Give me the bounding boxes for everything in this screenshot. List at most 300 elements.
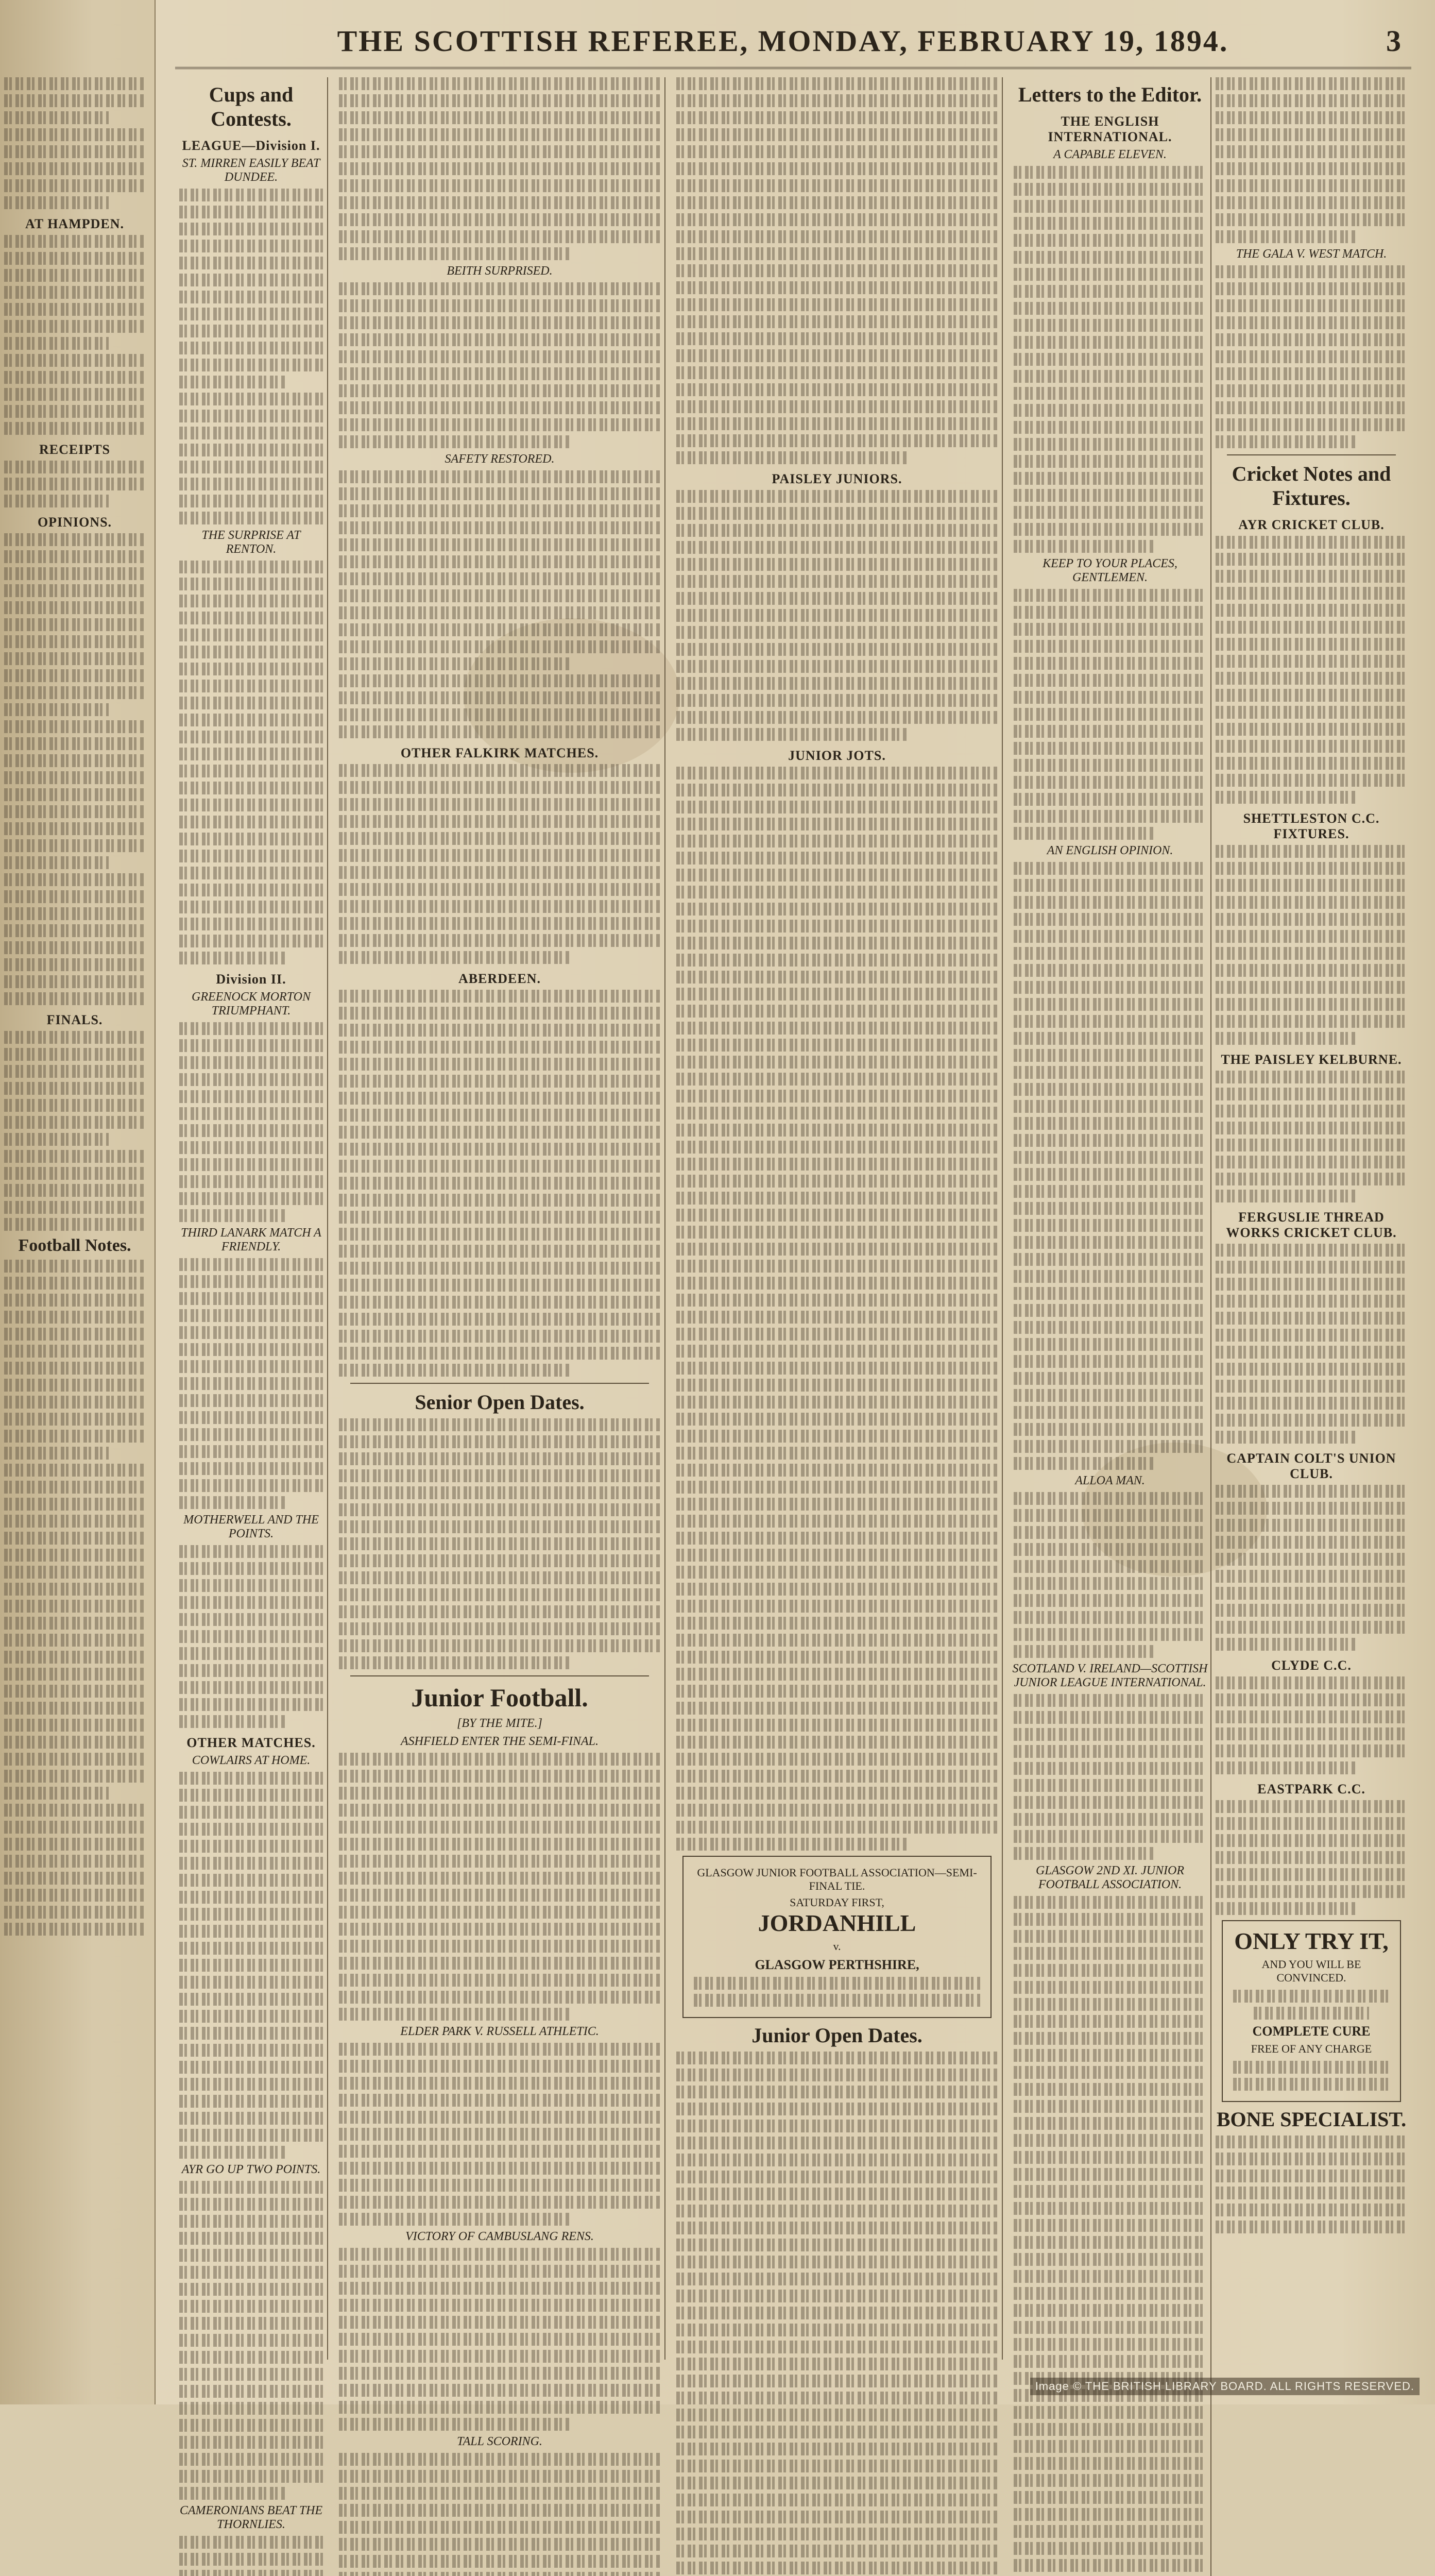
text-line	[339, 691, 660, 704]
text-line	[1014, 2338, 1206, 2351]
text-line	[339, 1143, 660, 1156]
text-line	[4, 337, 109, 350]
text-line	[1216, 930, 1407, 943]
text-line	[1216, 1244, 1407, 1257]
text-line	[1216, 2153, 1407, 2165]
subheading: KEEP TO YOUR PLACES, GENTLEMEN.	[1043, 557, 1177, 584]
text-line	[4, 461, 145, 473]
text-line	[1014, 981, 1206, 994]
text-line	[1014, 2015, 1206, 2028]
text-line	[339, 606, 660, 619]
text-line	[4, 1685, 145, 1698]
text-line	[1014, 1509, 1206, 1522]
text-line	[179, 478, 323, 490]
text-line	[4, 1150, 145, 1163]
text-line	[1216, 1902, 1356, 1915]
advert-note: FREE OF ANY CHARGE	[1251, 2042, 1372, 2055]
text-line	[339, 2555, 660, 2568]
text-line	[1216, 145, 1407, 158]
text-line	[1014, 657, 1206, 670]
subheading: VICTORY OF CAMBUSLANG RENS.	[405, 2230, 594, 2243]
text-line	[339, 1906, 660, 1919]
text-line	[1233, 2078, 1390, 2091]
text-line	[1216, 862, 1407, 875]
text-line	[676, 1498, 998, 1511]
text-line	[1216, 265, 1407, 278]
text-line	[1216, 162, 1407, 175]
byline: [BY THE MITE.]	[456, 1717, 543, 1730]
text-line	[4, 1345, 145, 1358]
text-line	[1216, 1553, 1407, 1566]
text-line	[179, 2536, 323, 2549]
text-line	[4, 1906, 145, 1919]
text-line	[179, 578, 323, 590]
text-line	[4, 839, 145, 852]
text-line	[1014, 404, 1206, 417]
text-line	[179, 714, 323, 726]
text-line	[1014, 2253, 1206, 2266]
text-line	[676, 1651, 998, 1664]
text-line	[676, 886, 998, 899]
text-line	[4, 890, 145, 903]
text-line	[179, 1056, 323, 1069]
text-line	[339, 1262, 660, 1275]
text-line	[339, 196, 660, 209]
text-line	[1014, 1830, 1206, 1843]
text-line	[676, 2341, 998, 2353]
team-name: JORDANHILL	[758, 1910, 916, 1936]
text-line	[1014, 1847, 1154, 1860]
text-line	[179, 646, 323, 658]
text-line	[179, 1292, 323, 1305]
page-number: 3	[1386, 24, 1401, 58]
text-line	[1014, 1253, 1206, 1266]
text-line	[4, 1167, 145, 1180]
text-line	[1216, 964, 1407, 977]
text-line	[4, 303, 145, 316]
text-line	[179, 1462, 323, 1475]
text-line	[1216, 1621, 1407, 1634]
text-line	[339, 230, 660, 243]
text-line	[339, 764, 660, 777]
text-line	[1014, 793, 1206, 806]
text-line	[179, 1124, 323, 1137]
text-line	[676, 128, 998, 141]
text-line	[676, 711, 998, 724]
text-line	[179, 2027, 323, 2040]
text-line	[179, 2419, 323, 2432]
text-line	[676, 1192, 998, 1205]
text-line	[676, 1413, 998, 1426]
text-line	[1014, 540, 1154, 553]
text-line	[676, 1804, 998, 1817]
text-line	[4, 1396, 145, 1409]
text-line	[1216, 553, 1407, 566]
subheading: AN ENGLISH OPINION.	[1047, 844, 1173, 857]
text-line	[1014, 896, 1206, 909]
text-line	[676, 2409, 998, 2421]
column-letters-and-cricket	[1010, 77, 1411, 2360]
text-line	[339, 538, 660, 551]
text-line	[676, 1226, 998, 1239]
text-line	[1216, 896, 1407, 909]
text-line	[4, 77, 145, 90]
text-line	[1216, 1363, 1407, 1376]
text-line	[1216, 2136, 1407, 2148]
text-line	[179, 257, 323, 269]
text-line	[1014, 2440, 1206, 2453]
text-line	[179, 1107, 323, 1120]
text-line	[1014, 438, 1206, 451]
text-line	[1216, 418, 1407, 431]
text-line	[1014, 947, 1206, 960]
text-line	[1216, 1139, 1407, 1151]
text-line	[339, 1838, 660, 1851]
text-line	[179, 2146, 286, 2159]
text-line	[179, 359, 323, 371]
text-line	[179, 2112, 323, 2125]
text-line	[1014, 336, 1206, 349]
text-line	[339, 1194, 660, 1207]
masthead	[175, 21, 1411, 69]
text-line	[676, 2545, 998, 2557]
text-line	[676, 400, 998, 413]
subheading: ASHFIELD ENTER THE SEMI-FINAL.	[401, 1735, 599, 1748]
text-line	[676, 1549, 998, 1562]
text-line	[179, 2300, 323, 2313]
text-line	[179, 612, 323, 624]
text-line	[694, 1994, 980, 2007]
text-line	[339, 1520, 660, 1533]
text-line	[1014, 2270, 1206, 2283]
text-line	[1216, 213, 1407, 226]
text-line	[676, 1566, 998, 1579]
text-line	[676, 2069, 998, 2081]
text-line	[339, 1770, 660, 1783]
text-line	[1014, 1711, 1206, 1724]
text-line	[1216, 1676, 1407, 1689]
image-credit: Image © THE BRITISH LIBRARY BOARD. ALL RIGHTS RESERVED.	[1030, 2378, 1420, 2395]
subheading: OTHER MATCHES.	[186, 1735, 316, 1750]
text-line	[4, 754, 145, 767]
text-line	[676, 2290, 998, 2302]
text-line	[676, 728, 907, 741]
text-line	[676, 575, 998, 588]
advert-title: GLASGOW JUNIOR FOOTBALL ASSOCIATION—SEMI-FINAL TIE.	[697, 1866, 977, 1892]
text-line	[1014, 1560, 1206, 1573]
text-line	[179, 1647, 323, 1660]
text-line	[179, 2010, 323, 2023]
text-line	[339, 111, 660, 124]
text-line	[4, 478, 145, 490]
text-line	[676, 677, 998, 690]
text-line	[676, 451, 907, 464]
text-line	[676, 1787, 998, 1800]
text-line	[339, 1753, 660, 1766]
text-line	[339, 470, 660, 483]
text-line	[179, 240, 323, 252]
text-line	[1216, 998, 1407, 1011]
text-line	[676, 2528, 998, 2540]
subheading: ABERDEEN.	[458, 971, 541, 986]
text-line	[676, 1158, 998, 1171]
subheading: AYR GO UP TWO POINTS.	[181, 2163, 321, 2176]
text-line	[1216, 638, 1407, 651]
subheading: ALLOA MAN.	[1075, 1474, 1145, 1487]
text-line	[179, 1976, 323, 1989]
text-line	[676, 2086, 998, 2098]
text-line	[1014, 1947, 1206, 1960]
text-line	[1216, 570, 1407, 583]
text-line	[4, 371, 145, 384]
text-line	[179, 1891, 323, 1904]
text-line	[339, 990, 660, 1003]
text-line	[339, 1486, 660, 1499]
text-line	[676, 1022, 998, 1035]
text-line	[339, 435, 570, 448]
text-line	[339, 1313, 660, 1326]
text-line	[339, 1923, 660, 1936]
text-line	[1014, 2134, 1206, 2147]
text-line	[1014, 1594, 1206, 1607]
text-line	[1014, 2304, 1206, 2317]
text-line	[1014, 1796, 1206, 1809]
text-line	[676, 1464, 998, 1477]
text-line	[1014, 1355, 1206, 1368]
text-line	[179, 1022, 323, 1035]
text-line	[179, 1579, 323, 1592]
text-line	[1216, 196, 1407, 209]
text-line	[1014, 708, 1206, 721]
text-line	[676, 852, 998, 865]
section-heading: Cups and Contests.	[209, 83, 294, 130]
text-line	[179, 1823, 323, 1836]
text-line	[179, 1942, 323, 1955]
text-line	[4, 1498, 145, 1511]
text-line	[4, 1634, 145, 1647]
text-line	[1014, 2100, 1206, 2113]
text-line	[1216, 230, 1356, 243]
text-line	[4, 1184, 145, 1197]
text-line	[1014, 217, 1206, 230]
text-line	[339, 1228, 660, 1241]
text-line	[676, 592, 998, 605]
text-line	[1216, 1190, 1356, 1202]
text-line	[676, 2358, 998, 2370]
text-line	[4, 111, 109, 124]
text-line	[179, 765, 323, 777]
text-line	[179, 833, 323, 845]
text-line	[179, 2487, 286, 2500]
text-line	[676, 660, 998, 673]
subheading: FERGUSLIE THREAD WORKS CRICKET CLUB.	[1226, 1210, 1397, 1240]
text-line	[676, 1141, 998, 1154]
text-line	[1014, 1117, 1206, 1130]
text-line	[4, 1838, 145, 1851]
text-line	[339, 674, 660, 687]
text-line	[1216, 2170, 1407, 2182]
text-line	[339, 2350, 660, 2363]
text-line	[339, 2470, 660, 2483]
text-line	[1216, 1536, 1407, 1549]
text-line	[1014, 2168, 1206, 2181]
text-line	[1216, 1587, 1407, 1600]
text-line	[676, 1685, 998, 1698]
text-line	[4, 1294, 145, 1307]
text-line	[339, 1092, 660, 1105]
text-line	[4, 145, 145, 158]
text-line	[676, 1124, 998, 1137]
text-line	[1014, 606, 1206, 619]
text-line	[179, 1874, 323, 1887]
page-title: THE SCOTTISH REFEREE, MONDAY, FEBRUARY 19, 1894.	[337, 24, 1229, 58]
text-line	[339, 1211, 660, 1224]
text-line	[179, 901, 323, 913]
subheading: GREENOCK MORTON TRIUMPHANT.	[192, 990, 311, 1018]
text-line	[676, 1600, 998, 1613]
text-line	[4, 652, 145, 665]
text-line	[179, 1394, 323, 1407]
text-line	[676, 1073, 998, 1086]
text-line	[1216, 128, 1407, 141]
text-line	[1216, 774, 1407, 787]
team-name: GLASGOW PERTHSHIRE,	[755, 1957, 919, 1972]
text-line	[1014, 1728, 1206, 1741]
text-line	[676, 954, 998, 967]
text-line	[339, 1855, 660, 1868]
text-line	[676, 1753, 998, 1766]
text-line	[676, 1583, 998, 1596]
text-line	[676, 213, 998, 226]
text-line	[179, 2317, 323, 2330]
text-line	[676, 2171, 998, 2183]
text-line	[1014, 1168, 1206, 1181]
text-line	[4, 1923, 145, 1936]
column-matches-and-junior-football	[335, 77, 665, 2448]
text-line	[1014, 1913, 1206, 1926]
text-line	[1014, 1694, 1206, 1707]
text-line	[1216, 1502, 1407, 1515]
text-line	[676, 1056, 998, 1069]
text-line	[1216, 1710, 1407, 1723]
text-line	[676, 1311, 998, 1324]
text-line	[1216, 2221, 1407, 2233]
text-line	[339, 521, 660, 534]
column-junior-news	[672, 77, 1003, 2360]
text-line	[179, 512, 323, 524]
text-line	[179, 1789, 323, 1802]
text-line	[676, 247, 998, 260]
text-line	[1216, 435, 1356, 448]
text-line	[1014, 2355, 1206, 2368]
text-line	[339, 282, 660, 295]
text-line	[339, 1503, 660, 1516]
text-line	[1216, 1744, 1407, 1757]
text-line	[676, 2137, 998, 2149]
text-line	[1014, 1236, 1206, 1249]
text-line	[676, 1175, 998, 1188]
text-line	[339, 487, 660, 500]
text-line	[1014, 319, 1206, 332]
text-line	[676, 903, 998, 916]
subheading: THIRD LANARK MATCH A FRIENDLY.	[181, 1226, 321, 1253]
text-line	[4, 495, 109, 507]
text-line	[4, 252, 145, 265]
text-line	[1216, 655, 1407, 668]
text-line	[179, 2402, 323, 2415]
text-line	[1233, 2061, 1390, 2074]
text-line	[4, 1311, 145, 1324]
text-line	[4, 873, 145, 886]
text-line	[4, 1277, 145, 1290]
text-line	[4, 601, 145, 614]
text-line	[4, 1549, 145, 1562]
subheading: SAFETY RESTORED.	[445, 452, 555, 466]
text-line	[179, 495, 323, 507]
text-line	[676, 1702, 998, 1715]
text-line	[1216, 1817, 1407, 1830]
text-line	[676, 2154, 998, 2166]
text-line	[4, 924, 145, 937]
text-line	[339, 1605, 660, 1618]
text-line	[1216, 1122, 1407, 1134]
text-line	[676, 315, 998, 328]
text-line	[339, 2060, 660, 2073]
text-line	[1014, 2508, 1206, 2521]
text-line	[339, 384, 660, 397]
text-line	[339, 2077, 660, 2090]
text-line	[339, 2265, 660, 2278]
text-line	[179, 816, 323, 828]
text-line	[1014, 1492, 1206, 1505]
text-line	[676, 349, 998, 362]
text-line	[4, 1872, 145, 1885]
text-line	[676, 643, 998, 656]
text-line	[179, 1445, 323, 1458]
text-line	[1014, 183, 1206, 196]
text-line	[4, 1133, 109, 1146]
text-line	[1014, 810, 1206, 823]
text-line	[676, 558, 998, 571]
text-line	[676, 869, 998, 882]
text-line	[4, 1600, 145, 1613]
text-line	[179, 461, 323, 473]
text-line	[676, 1260, 998, 1273]
text-line	[339, 1804, 660, 1817]
text-line	[1216, 1032, 1356, 1045]
text-line	[339, 866, 660, 879]
text-line	[4, 720, 145, 733]
text-line	[1014, 1813, 1206, 1826]
text-line	[179, 1343, 323, 1356]
text-line	[694, 1977, 980, 1990]
text-line	[1216, 333, 1407, 346]
text-line	[179, 1562, 323, 1575]
text-line	[4, 822, 145, 835]
text-line	[1216, 1885, 1407, 1898]
text-line	[339, 2111, 660, 2124]
text-line	[1216, 1834, 1407, 1847]
text-line	[1014, 725, 1206, 738]
text-line	[179, 1209, 286, 1222]
text-line	[676, 767, 998, 779]
text-line	[676, 1379, 998, 1392]
text-line	[339, 1872, 660, 1885]
text-line	[4, 533, 145, 546]
text-line	[4, 635, 145, 648]
text-line	[676, 196, 998, 209]
gutter-heading: RECEIPTS	[39, 442, 111, 457]
